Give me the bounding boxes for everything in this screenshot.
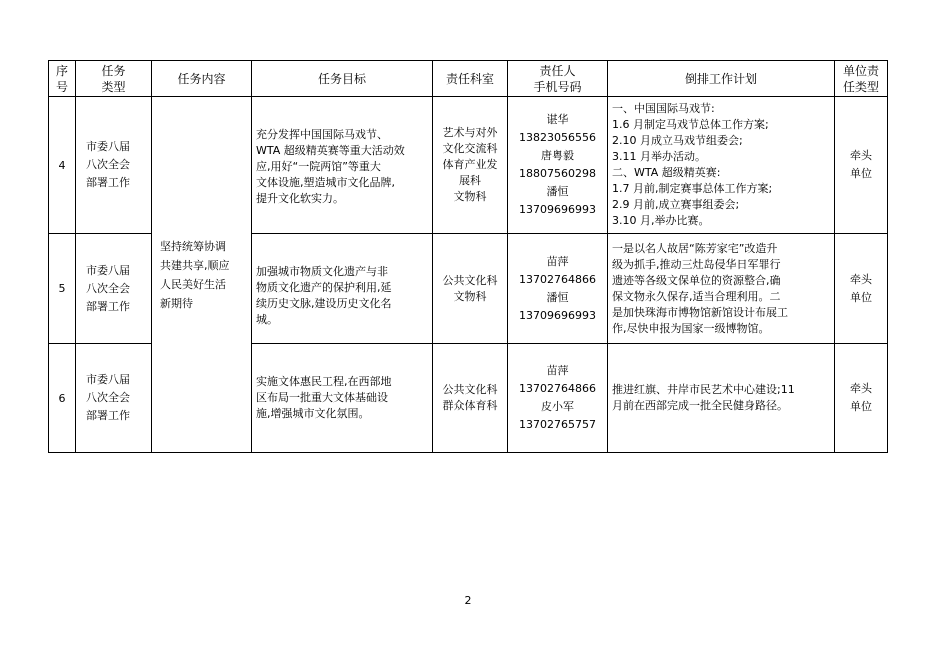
task-goal-line: 城。 [256,313,278,326]
header-plan: 倒排工作计划 [608,61,835,97]
task-type-line: 市委八届 [86,373,130,386]
role-cell [835,234,888,344]
seq-cell: 4 [49,97,76,234]
person-name: 潘恒 [546,185,569,198]
dept-line: 体育产业发 [442,158,498,171]
header-task-content: 任务内容 [152,61,252,97]
header-role-line-1: 单位责 [842,63,879,78]
header-task-type-line-2: 类型 [101,79,126,94]
task-type-line: 八次全会 [86,158,130,171]
header-task-type [76,61,152,97]
dept-line: 展科 [459,174,481,187]
plan-line: 2.9 月前,成立赛事组委会; [612,198,740,211]
page-number: 2 [464,594,472,607]
task-type-line: 市委八届 [86,263,130,277]
task-goal-line: 应,用好“一院两馆”等重大 [256,160,381,173]
dept-line: 公共文化科 [442,273,498,287]
role-cell [835,344,888,453]
dept-cell [433,97,508,234]
person-cell [508,344,608,453]
header-dept: 责任科室 [433,61,508,97]
role-line: 单位 [850,400,872,413]
plan-line: 1.7 月前,制定赛事总体工作方案; [612,182,773,195]
header-person-line-1: 责任人 [539,63,576,78]
dept-line: 公共文化科 [442,383,498,396]
header-role-line-2: 任类型 [842,79,879,94]
header-task-goal: 任务目标 [252,61,433,97]
dept-cell [433,234,508,344]
role-line: 牵头 [850,149,872,162]
task-goal-line: 加强城市物质文化遗产与非 [256,265,388,278]
header-task-type-line-1: 任务 [101,63,126,78]
task-type-line: 部署工作 [86,299,130,313]
task-content-cell [152,97,252,453]
person-phone: 13702764866 [519,272,596,286]
task-goal-line: 提升文化软实力。 [256,192,344,205]
task-goal-line: WTA 超级精英赛等重大活动效 [256,144,405,157]
plan-line: 一是以名人故居“陈芳家宅”改造升 [612,241,778,255]
person-name: 皮小军 [541,400,574,413]
task-goal-line: 区布局一批重大文体基础设 [256,391,388,404]
task-type-line: 八次全会 [86,281,130,295]
person-phone: 13709696993 [519,308,596,322]
task-goal-line: 实施文体惠民工程,在西部地 [256,375,392,388]
plan-line: 月前在西部完成一批全民健身路径。 [612,399,788,412]
task-type-line: 部署工作 [86,409,130,422]
person-phone: 13702764866 [519,382,596,395]
plan-line: 遗迹等各级文保单位的资源整合,确 [612,273,781,287]
dept-cell [433,344,508,453]
person-phone: 18807560298 [519,167,596,180]
dept-line: 文化交流科 [442,142,498,155]
task-content-line: 共建共享,顺应 [160,259,230,272]
person-name: 潘恒 [546,290,569,304]
task-type-line: 部署工作 [86,176,130,189]
role-line: 牵头 [850,272,872,286]
person-name: 苗萍 [546,364,569,377]
person-phone: 13702765757 [519,418,596,431]
plan-line: 级为抓手,推动三灶岛侵华日军罪行 [612,257,781,271]
task-type-line: 市委八届 [86,140,130,153]
seq-cell: 6 [49,344,76,453]
plan-line: 推进红旗、井岸市民艺术中心建设;11 [612,383,795,396]
dept-line: 艺术与对外 [442,126,498,139]
task-goal-line: 施,增强城市文化氛围。 [256,407,370,420]
table-row [49,97,888,234]
person-cell [508,97,608,234]
dept-line: 文物科 [453,289,487,303]
person-name: 谌华 [546,113,569,126]
role-cell [835,97,888,234]
task-goal-line: 文体设施,塑造城市文化品牌, [256,176,395,189]
task-goal-line: 续历史文脉,建设历史文化名 [256,297,392,310]
plan-line: 一、中国国际马戏节: [612,102,715,115]
plan-line: 3.11 月举办活动。 [612,150,706,163]
task-goal-cell [252,97,433,234]
person-name: 唐粤毅 [541,149,574,162]
header-seq-line-2: 号 [55,79,68,94]
header-seq [49,61,76,97]
task-table [48,60,888,453]
plan-line: 1.6 月制定马戏节总体工作方案; [612,118,769,131]
task-goal-cell [252,234,433,344]
role-line: 单位 [850,167,872,180]
header-seq-line-1: 序 [55,63,68,78]
plan-cell [608,97,835,234]
person-phone: 13823056556 [519,131,596,144]
header-role [835,61,888,97]
person-cell [508,234,608,344]
seq-cell: 5 [49,234,76,344]
task-content-line: 坚持统筹协调 [160,240,226,253]
plan-line: 2.10 月成立马戏节组委会; [612,134,743,147]
task-goal-cell [252,344,433,453]
plan-line: 二、WTA 超级精英赛: [612,166,721,179]
header-person [508,61,608,97]
plan-cell [608,234,835,344]
dept-line: 文物科 [453,190,487,203]
plan-line: 保文物永久保存,适当合理利用。二 [612,289,781,303]
task-type-cell [76,234,152,344]
task-content-line: 新期待 [160,297,193,310]
role-line: 单位 [850,290,872,304]
dept-line: 群众体育科 [442,399,498,412]
header-row [49,61,888,97]
plan-line: 3.10 月,举办比赛。 [612,214,710,227]
plan-line: 是加快珠海市博物馆新馆设计布展工 [612,305,788,319]
task-type-cell [76,97,152,234]
person-name: 苗萍 [546,254,569,268]
role-line: 牵头 [850,382,872,395]
task-type-line: 八次全会 [86,391,130,404]
plan-line: 作,尽快申报为国家一级博物馆。 [612,321,770,335]
header-person-line-2: 手机号码 [533,79,582,94]
task-content-line: 人民美好生活 [160,278,226,291]
task-type-cell [76,344,152,453]
person-phone: 13709696993 [519,203,596,216]
task-goal-line: 充分发挥中国国际马戏节、 [256,128,388,141]
plan-cell [608,344,835,453]
task-goal-line: 物质文化遗产的保护利用,延 [256,281,392,294]
